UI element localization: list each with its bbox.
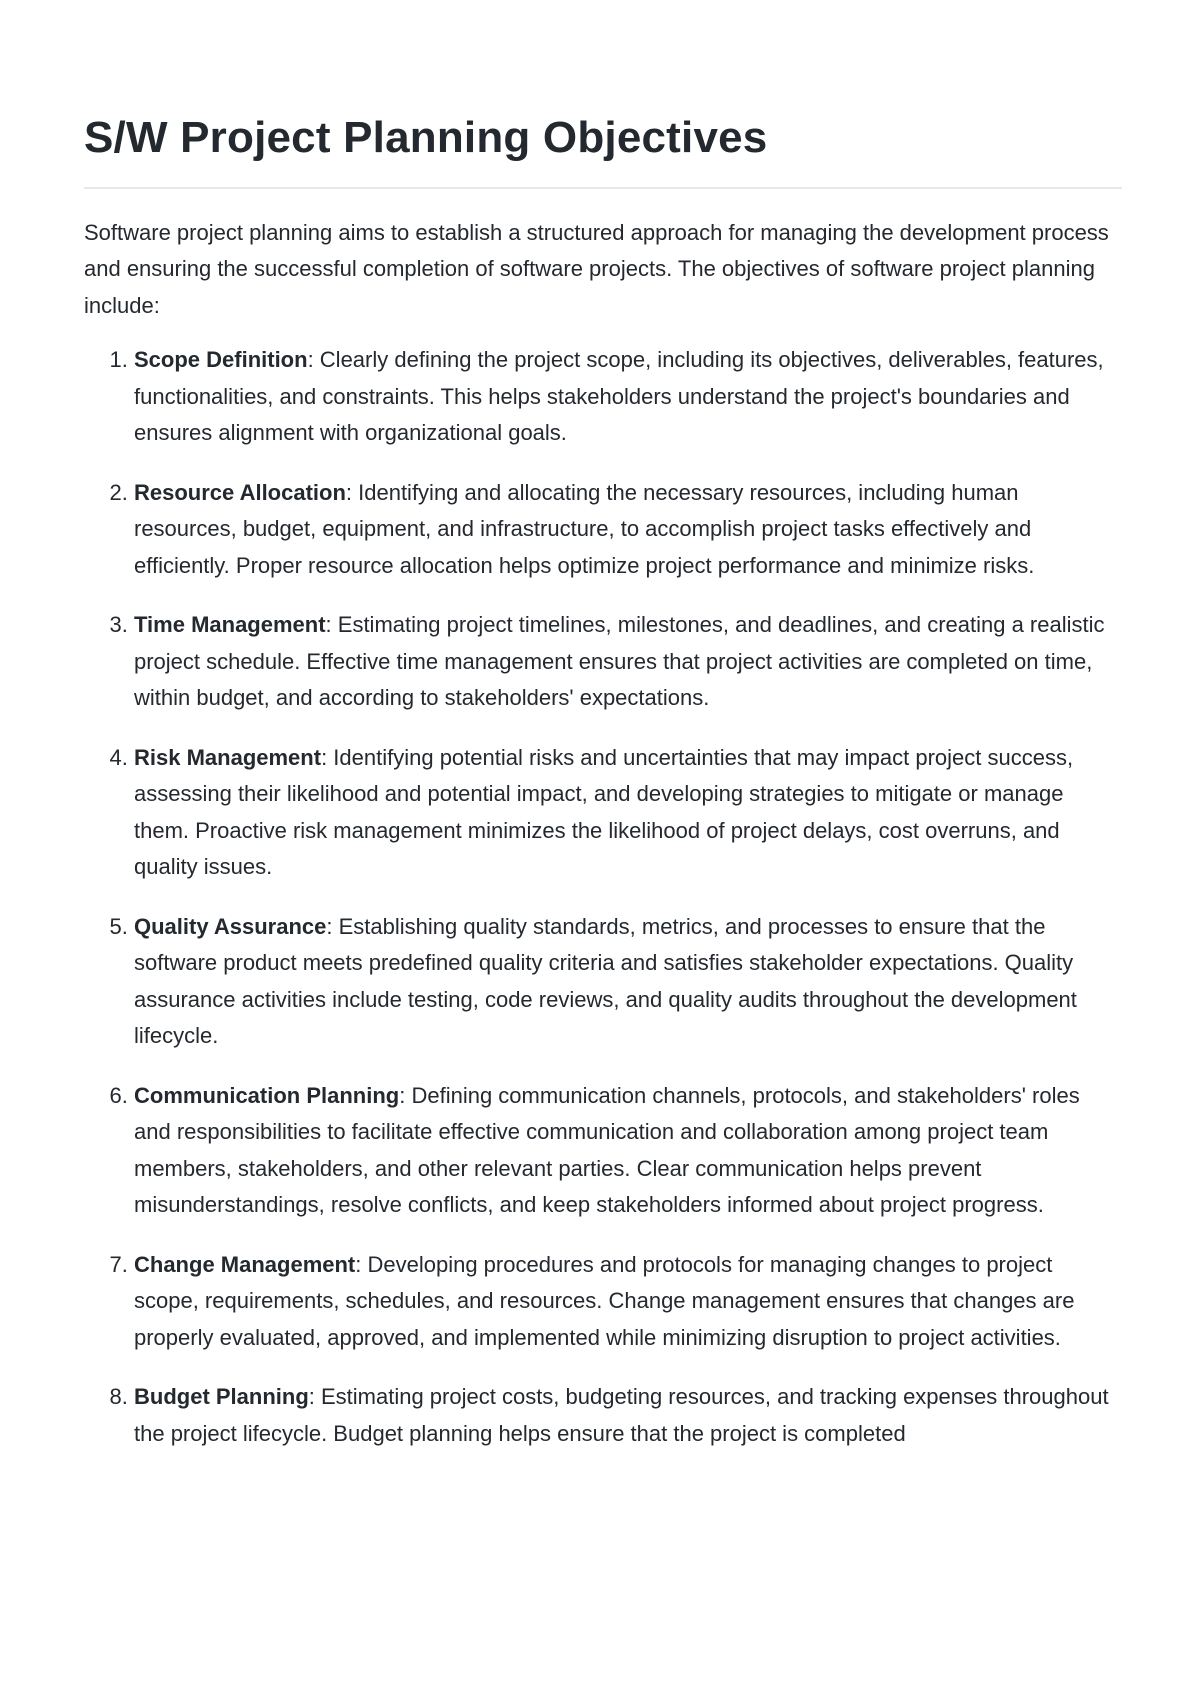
objective-description: : Estimating project timelines, milestones, and deadlines, and creating a realistic project schedule. Effective time management ensures that project activities are completed on time, within budget, and according to stakeholders' expectations. [134, 612, 1105, 711]
objective-description: : Estimating project costs, budgeting resources, and tracking expenses throughout the project lifecycle. Budget planning helps ensure that the project is completed [134, 1384, 1109, 1446]
objective-description: : Clearly defining the project scope, including its objectives, deliverables, features, functionalities, and constraints. This helps stakeholders understand the project's boundaries and ensures alignment with organizational goals. [134, 347, 1104, 446]
list-item [134, 607, 1122, 717]
objective-term: Scope Definition [134, 347, 308, 373]
objective-term: Communication Planning [134, 1082, 400, 1108]
list-item [134, 1379, 1122, 1452]
objective-description: : Establishing quality standards, metrics, and processes to ensure that the software product meets predefined quality criteria and satisfies stakeholder expectations. Quality assurance activities include testing, code reviews, and quality audits throughout the development lifecycle. [134, 913, 1077, 1049]
objective-term: Risk Management [134, 744, 322, 770]
objective-description: : Identifying and allocating the necessary resources, including human resources, budget, equipment, and infrastructure, to accomplish project tasks effectively and efficiently. Proper resource allocation helps optimize project performance and minimize risks. [134, 479, 1035, 578]
list-item [134, 342, 1122, 452]
intro-paragraph: Software project planning aims to establish a structured approach for managing the development process and ensuring the successful completion of software projects. The objectives of software project planning include: [84, 219, 1109, 318]
objective-description: : Developing procedures and protocols for managing changes to project scope, requirements, schedules, and resources. Change management ensures that changes are properly evaluated, approved, and implemented while minimizing disruption to project activities. [134, 1251, 1075, 1350]
objective-term: Quality Assurance [134, 913, 327, 939]
list-item [134, 740, 1122, 886]
objective-term: Change Management [134, 1251, 356, 1277]
list-item [134, 475, 1122, 585]
objectives-list [84, 342, 1122, 1452]
objective-term: Time Management [134, 612, 326, 638]
objective-term: Budget Planning [134, 1384, 309, 1410]
objective-term: Resource Allocation [134, 479, 346, 505]
objective-description: : Identifying potential risks and uncertainties that may impact project success, assessing their likelihood and potential impact, and developing strategies to mitigate or manage them. Proactive risk management minimizes the likelihood of project delays, cost overruns, and quality issues. [134, 744, 1074, 880]
list-item [134, 909, 1122, 1055]
page-title: S/W Project Planning Objectives [84, 112, 1122, 189]
objective-description: : Defining communication channels, protocols, and stakeholders' roles and responsibilities to facilitate effective communication and collaboration among project team members, stakeholders, and other relevant parties. Clear communication helps prevent misunderstandings, resolve conflicts, and keep stakeholders informed about project progress. [134, 1082, 1080, 1218]
list-item [134, 1078, 1122, 1224]
list-item [134, 1247, 1122, 1357]
